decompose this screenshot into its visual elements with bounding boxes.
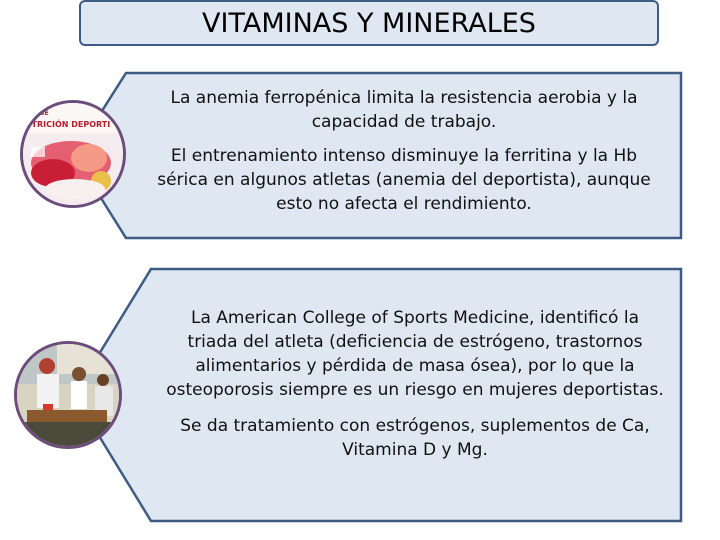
card-2-image [14, 341, 122, 449]
card-1-text [134, 86, 674, 216]
card-1-image [20, 100, 126, 208]
logo-caption-line-1: AL DE [29, 110, 49, 117]
card-2-paragraph-1: La American College of Sports Medicine, identificó la triada del atleta (deficiencia de estrógeno, trastornos alimentarios y pérdida de masa ósea), por lo que la osteoporosis siempre es un riesgo en mujeres deportistas. [166, 308, 664, 400]
card-1-paragraph-1: La anemia ferropénica limita la resistencia aerobia y la capacidad de trabajo. [170, 88, 638, 132]
page-title: VITAMINAS Y MINERALES [202, 7, 536, 39]
card-1-paragraph-2: El entrenamiento intenso disminuye la ferritina y la Hb sérica en algunos atletas (anemia del deportista), aunque esto no afecta el rendimiento. [157, 146, 651, 214]
sports-nutrition-logo-image [23, 103, 123, 205]
logo-caption-line-2: UTRICIÓN DEPORTI [25, 120, 111, 129]
card-2-paragraph-2: Se da tratamiento con estrógenos, suplementos de Ca, Vitamina D y Mg. [180, 416, 650, 460]
card-2-text [160, 306, 670, 462]
athletes-group-photo-image [17, 344, 119, 446]
